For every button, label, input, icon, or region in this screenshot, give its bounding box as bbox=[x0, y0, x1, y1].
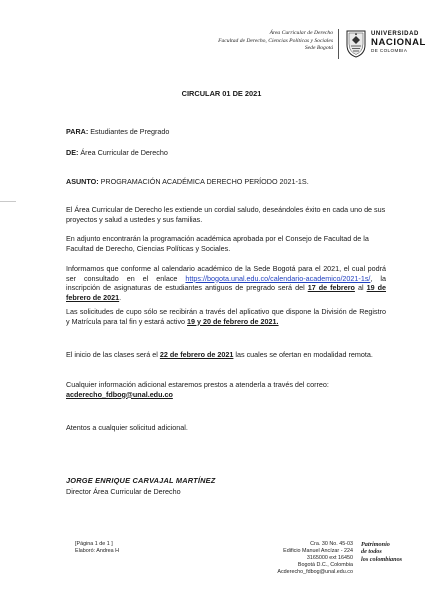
uni-line-3: DE COLOMBIA bbox=[371, 48, 408, 53]
contact-text: Cualquier información adicional estaremos prestos a atenderla a través del correo: bbox=[66, 380, 329, 389]
asunto-line bbox=[66, 177, 386, 187]
classes-start-date: 22 de febrero de 2021 bbox=[159, 350, 234, 359]
de-label: DE: bbox=[66, 148, 79, 157]
university-logo-text bbox=[371, 31, 426, 54]
address-email: Acderecho_fdbog@unal.edu.co bbox=[277, 568, 353, 575]
paragraph-greeting: El Área Curricular de Derecho les extiende un cordial saludo, deseándoles éxito en cada uno de sus proyectos y salud a ustedes y sus familias. bbox=[66, 205, 386, 224]
calendar-text-al: al bbox=[354, 283, 367, 293]
calendar-text-end: . bbox=[119, 292, 122, 302]
calendar-link[interactable]: https://bogota.unal.edu.co/calendario-academico/2021-1s/ bbox=[185, 273, 371, 283]
de-line bbox=[66, 148, 386, 158]
footer-page-info bbox=[75, 541, 119, 555]
para-value: Estudiantes de Pregrado bbox=[90, 127, 170, 136]
uni-line-1: UNIVERSIDAD bbox=[371, 31, 419, 37]
asunto-label: ASUNTO: bbox=[66, 177, 99, 186]
paragraph-attachment: En adjunto encontrarán la programación académica aprobada por el Consejo de Facultad de la Facultad de Derecho, Ciencias Políticas y Sociales. bbox=[66, 234, 369, 253]
address-line-3: 3165000 ext 16450 bbox=[306, 554, 353, 561]
dept-line-1: Área Curricular de Derecho bbox=[269, 30, 333, 36]
paragraph-quota bbox=[66, 307, 386, 326]
department-header bbox=[133, 30, 333, 53]
footer-motto bbox=[361, 541, 402, 563]
author-note: Elaboró: Andrea H bbox=[75, 548, 120, 554]
header-divider bbox=[338, 29, 339, 59]
enrollment-end-date: 19 de febrero de 2021 bbox=[66, 283, 387, 302]
para-label: PARA: bbox=[66, 127, 89, 136]
university-crest-icon bbox=[345, 28, 367, 58]
paragraph-contact bbox=[66, 380, 386, 399]
paragraph-calendar bbox=[66, 264, 386, 302]
paragraph-closing: Atentos a cualquier solicitud adicional. bbox=[66, 423, 188, 432]
address-line-1: Cra. 30 No. 45-03 bbox=[310, 541, 353, 547]
calendar-text-mid: , la inscripción de asignaturas de estudiantes antiguos de pregrado será del bbox=[66, 273, 386, 293]
para-line bbox=[66, 127, 386, 137]
paragraph-classes bbox=[66, 350, 386, 360]
de-value: Área Curricular de Derecho bbox=[80, 148, 168, 157]
quota-dates: 19 y 20 de febrero de 2021. bbox=[187, 316, 279, 326]
margin-mark bbox=[0, 201, 16, 202]
address-line-2: Edificio Manuel Ancízar - 224 bbox=[283, 547, 353, 554]
page-number: [Página 1 de 1 ] bbox=[75, 541, 113, 547]
motto-line-2: de todos bbox=[361, 548, 382, 556]
classes-text-pre: El inicio de las clases será el bbox=[66, 350, 160, 359]
address-line-4: Bogotá D.C., Colombia bbox=[297, 561, 353, 568]
dept-line-2: Facultad de Derecho, Ciencias Políticas y Sociales bbox=[218, 37, 333, 44]
enrollment-start-date: 17 de febrero bbox=[307, 283, 355, 293]
uni-line-2: NACIONAL bbox=[371, 37, 426, 48]
dept-line-3: Sede Bogotá bbox=[304, 45, 333, 52]
calendar-text-pre: Informamos que conforme al calendario académico de la Sede Bogotá para el 2021, el cual podrá ser consultado en el enlace bbox=[66, 264, 386, 283]
signatory-name: JORGE ENRIQUE CARVAJAL MARTÍNEZ bbox=[66, 476, 216, 485]
asunto-value: PROGRAMACIÓN ACADÉMICA DERECHO PERÍODO 2021-1S. bbox=[100, 177, 309, 186]
contact-email[interactable]: acderecho_fdbog@unal.edu.co bbox=[66, 389, 173, 399]
signatory-role: Director Área Curricular de Derecho bbox=[66, 487, 181, 496]
classes-text-end: las cuales se ofertan en modalidad remota. bbox=[233, 350, 373, 359]
quota-text: Las solicitudes de cupo sólo se recibirán a través del aplicativo que dispone la División de Registro y Matrícula para tal fin y estará activo bbox=[66, 307, 386, 326]
motto-line-1: Patrimonio bbox=[361, 541, 390, 548]
motto-line-3: los colombianos bbox=[361, 555, 403, 563]
circular-title: CIRCULAR 01 DE 2021 bbox=[181, 89, 262, 98]
footer-address bbox=[193, 541, 353, 576]
